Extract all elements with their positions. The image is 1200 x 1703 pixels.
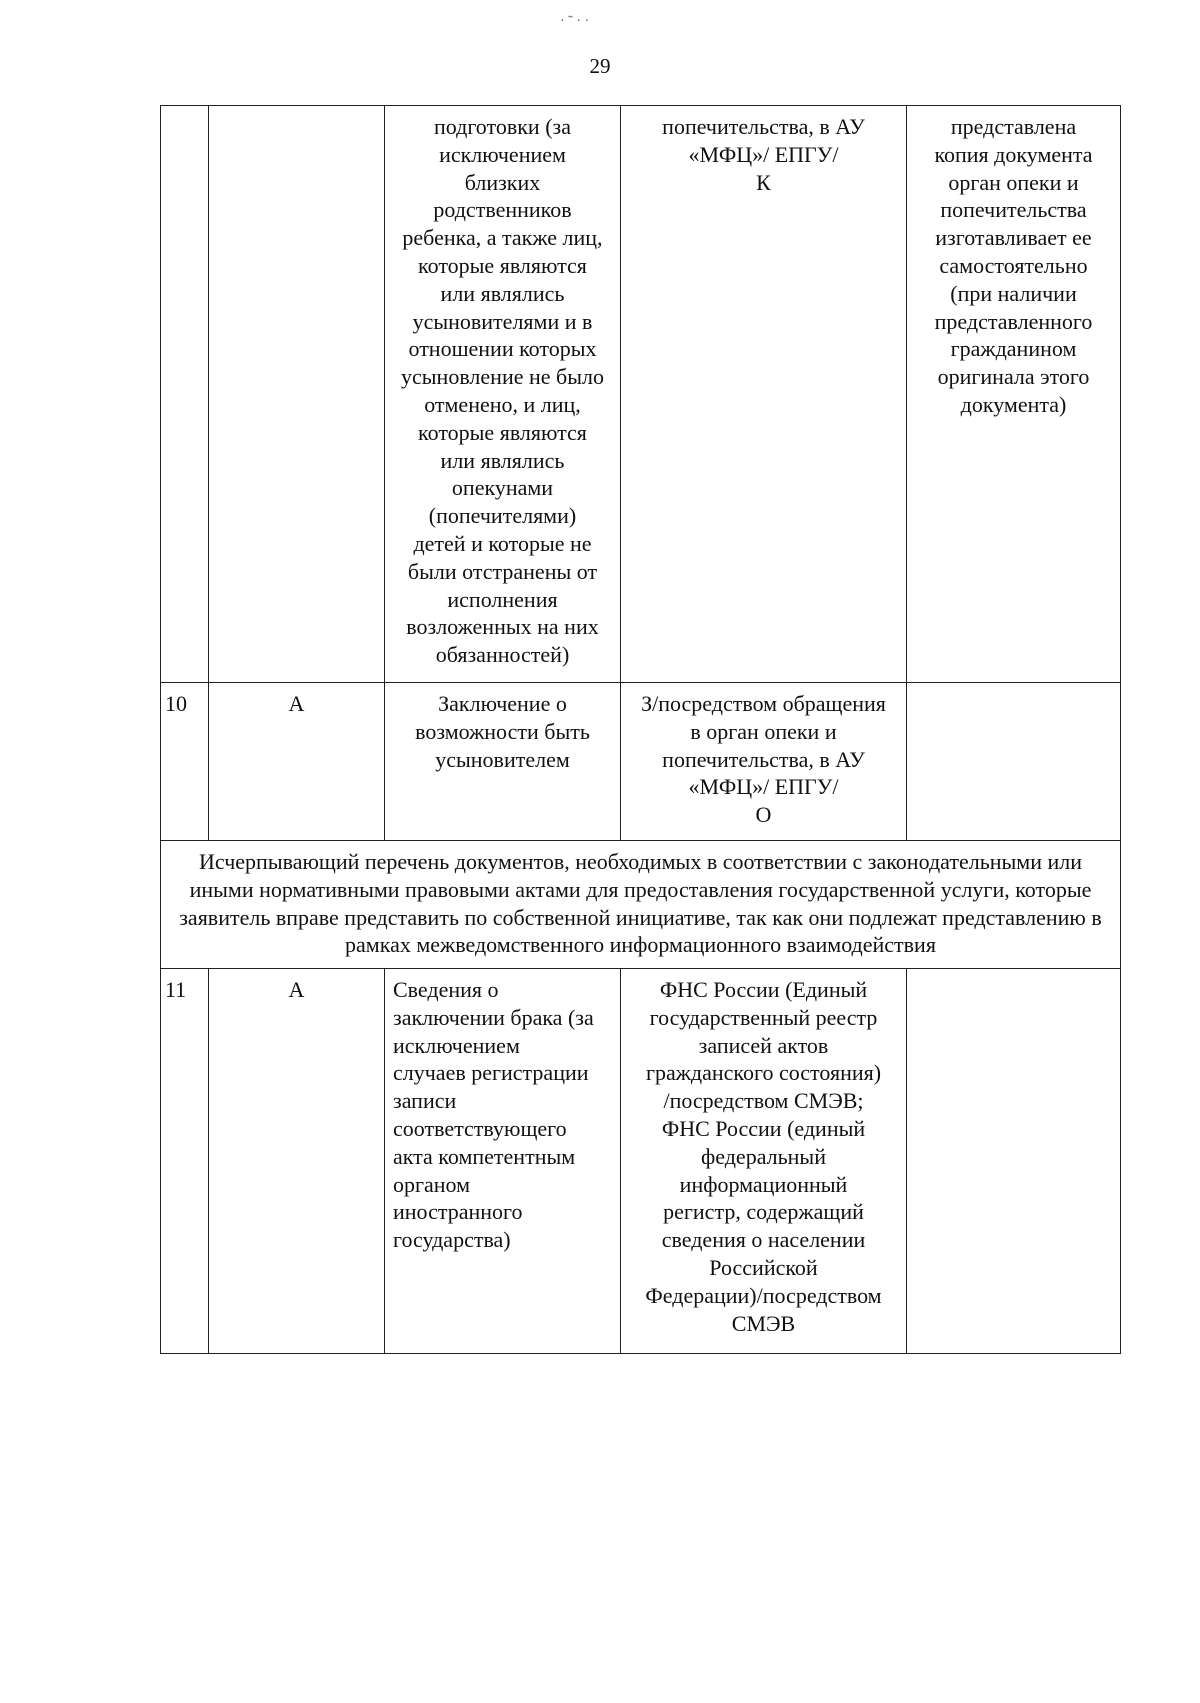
note-cell [907, 969, 1121, 1354]
section-heading: Исчерпывающий перечень документов, необходимых в соответствии с законодательными или иными нормативными правовыми актами для предоставления государственной услуги, которые заявитель вправе представить по собственной инициативе, так как они подлежат представлению в рамках межведомственного информационного взаимодействия [161, 841, 1121, 969]
section-row [161, 841, 1121, 969]
source-cell: попечительства, в АУ «МФЦ»/ ЕПГУ/ К [621, 106, 907, 683]
document-name-cell: подготовки (за исключением близких родственников ребенка, а также лиц, которые являются или являлись усыновителями и в отношении которых усыновление не было отменено, и лиц, которые являются или являлись опекунами (попечителями) детей и которые не были отстранены от исполнения возложенных на них обязанностей) [385, 106, 621, 683]
table-row [161, 969, 1121, 1354]
source-cell: ФНС России (Единый государственный реестр записей актов гражданского состояния) /посредством СМЭВ; ФНС России (единый федеральный информационный регистр, содержащий сведения о населении Российской Федерации)/посредством СМЭВ [621, 969, 907, 1354]
row-number-cell: 11 [161, 969, 209, 1354]
category-cell: А [209, 969, 385, 1354]
table-row [161, 683, 1121, 841]
note-cell: представлена копия документа орган опеки и попечительства изготавливает ее самостоятельно (при наличии представленного гражданином оригинала этого документа) [907, 106, 1121, 683]
documents-table [160, 105, 1121, 1354]
page-number: 29 [589, 54, 611, 78]
row-number-cell: 10 [161, 683, 209, 841]
category-cell: А [209, 683, 385, 841]
row-number-cell [161, 106, 209, 683]
table-row [161, 106, 1121, 683]
note-cell [907, 683, 1121, 841]
document-name-cell: Сведения о заключении брака (за исключением случаев регистрации записи соответствующего акта компетентным органом иностранного государства) [385, 969, 621, 1354]
category-cell [209, 106, 385, 683]
document-name-cell: Заключение о возможности быть усыновителем [385, 683, 621, 841]
scan-speck: · ˜ · · [560, 14, 590, 29]
source-cell: З/посредством обращения в орган опеки и попечительства, в АУ «МФЦ»/ ЕПГУ/ О [621, 683, 907, 841]
